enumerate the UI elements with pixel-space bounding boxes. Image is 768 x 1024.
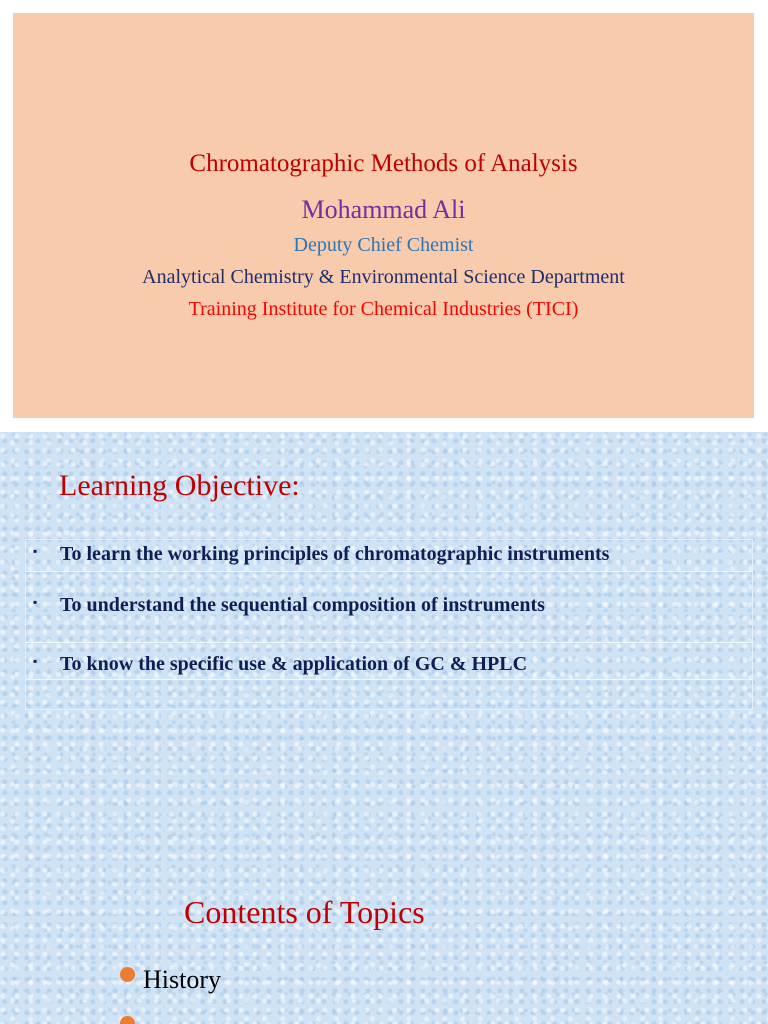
orange-bullet-icon — [120, 967, 135, 982]
author-department: Analytical Chemistry & Environmental Science Department — [142, 266, 625, 288]
objective-slide — [0, 432, 768, 1024]
author-institute: Training Institute for Chemical Industries (TICI) — [188, 298, 579, 320]
topic-item-partial — [120, 1014, 143, 1024]
author-role: Deputy Chief Chemist — [293, 234, 474, 256]
square-bullet-icon: ▪ — [33, 595, 38, 609]
objective-row — [26, 643, 752, 680]
presentation-title: Chromatographic Methods of Analysis — [189, 150, 578, 177]
author-name: Mohammad Ali — [301, 195, 466, 224]
objective-text: To understand the sequential composition of instruments — [60, 594, 545, 616]
objectives-table — [25, 539, 753, 710]
orange-bullet-icon — [120, 1016, 135, 1024]
square-bullet-icon: ▪ — [33, 654, 38, 668]
objective-text: To learn the working principles of chromatographic instruments — [60, 543, 610, 565]
title-slide — [13, 13, 754, 418]
contents-heading: Contents of Topics — [184, 894, 425, 930]
objective-row — [26, 572, 752, 643]
topic-label: History — [143, 965, 221, 994]
objective-row — [26, 540, 752, 572]
topic-item — [120, 965, 221, 995]
learning-objective-heading: Learning Objective: — [59, 469, 300, 502]
objective-text: To know the specific use & application of GC & HPLC — [60, 653, 528, 675]
square-bullet-icon: ▪ — [33, 544, 38, 558]
